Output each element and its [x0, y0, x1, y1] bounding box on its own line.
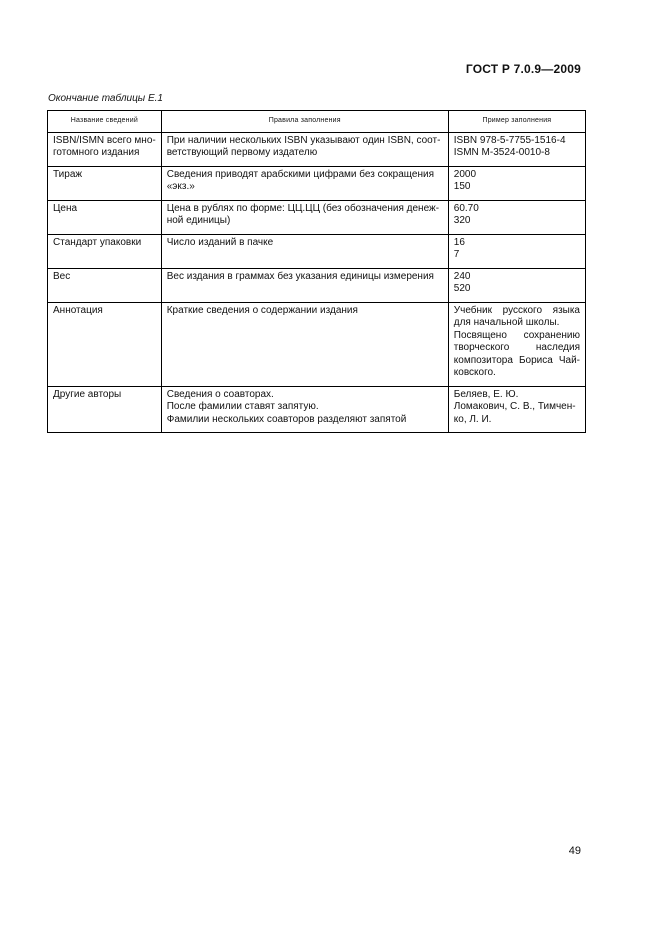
cell-line: Аннотация — [53, 304, 103, 316]
cell-line: Цена в рублях по форме: ЦЦ.ЦЦ (без обозначения денеж- — [166, 202, 440, 214]
cell-line: Фамилии нескольких соавторов разделяют запятой — [166, 413, 407, 425]
example-cell — [448, 386, 585, 433]
cell-line: ко, Л. И. — [453, 413, 492, 425]
cell-line: 520 — [453, 283, 471, 294]
fill-rule-cell — [161, 132, 448, 166]
cell-line: 16 — [453, 236, 465, 248]
cell-line: Краткие сведения о содержании издания — [166, 304, 358, 316]
fill-rule-cell — [161, 234, 448, 268]
cell-line: 240 — [453, 270, 471, 282]
example-cell — [448, 268, 585, 302]
cell-line: Сведения о соавторах. — [166, 388, 274, 400]
cell-line: Число изданий в пачке — [166, 236, 274, 248]
cell-line: Другие авторы — [53, 388, 122, 400]
cell-line: ковского. — [453, 367, 496, 378]
cell-line: Учебник русского языка — [453, 304, 580, 316]
data-table — [47, 110, 586, 433]
example-cell — [448, 132, 585, 166]
cell-line: 60.70 — [453, 202, 479, 214]
cell-line: 7 — [453, 249, 460, 260]
field-name-cell — [48, 200, 162, 234]
cell-line: Вес — [53, 270, 71, 282]
cell-line: 2000 — [453, 168, 477, 180]
cell-line: «экз.» — [166, 181, 195, 192]
cell-line: Ломакович, С. В., Тимчен- — [453, 401, 576, 412]
cell-line: Сведения приводят арабскими цифрами без сокращения — [166, 168, 434, 180]
column-header-example: Пример заполнения — [448, 111, 585, 133]
table-row — [48, 132, 586, 166]
table-row — [48, 200, 586, 234]
fill-rule-cell — [161, 268, 448, 302]
table-row — [48, 166, 586, 200]
cell-line: Беляев, Е. Ю. — [453, 388, 519, 400]
cell-line: ной единицы) — [166, 215, 231, 226]
standard-code: ГОСТ Р 7.0.9—2009 — [465, 62, 581, 76]
cell-line: Цена — [53, 202, 78, 214]
table-row — [48, 386, 586, 433]
table-row — [48, 302, 586, 386]
fill-rule-cell — [161, 386, 448, 433]
cell-line: Стандарт упаковки — [53, 236, 142, 248]
cell-line: ISBN 978-5-7755-1516-4 — [453, 134, 566, 146]
cell-line: ISBN/ISMN всего мно- — [53, 134, 156, 146]
cell-line: При наличии нескольких ISBN указывают один ISBN, соот- — [166, 134, 441, 146]
example-cell — [448, 166, 585, 200]
table-header-row — [48, 111, 586, 133]
cell-line: Посвящено сохранению — [453, 329, 580, 341]
example-cell — [448, 302, 585, 386]
cell-line: ветствующий первому издателю — [166, 147, 318, 158]
fill-rule-cell — [161, 200, 448, 234]
cell-line: ISMN M-3524-0010-8 — [453, 147, 550, 158]
column-header-name: Название сведений — [48, 111, 162, 133]
fill-rule-cell — [161, 166, 448, 200]
table-row — [48, 234, 586, 268]
cell-line: 320 — [453, 215, 471, 226]
cell-line: После фамилии ставят запятую. — [166, 401, 319, 412]
field-name-cell — [48, 132, 162, 166]
table-row — [48, 268, 586, 302]
cell-line: творческого наследия — [453, 342, 580, 353]
field-name-cell — [48, 234, 162, 268]
table-caption: Окончание таблицы Е.1 — [48, 93, 163, 104]
field-name-cell — [48, 268, 162, 302]
fill-rule-cell — [161, 302, 448, 386]
cell-line: для начальной школы. — [453, 317, 560, 328]
example-cell — [448, 234, 585, 268]
cell-line: Вес издания в граммах без указания единицы измерения — [166, 270, 434, 282]
cell-line: готомного издания — [53, 147, 140, 158]
field-name-cell — [48, 166, 162, 200]
cell-line: 150 — [453, 181, 471, 192]
cell-line: композитора Бориса Чай- — [453, 354, 580, 366]
page-number: 49 — [568, 845, 581, 857]
column-header-rules: Правила заполнения — [161, 111, 448, 133]
example-cell — [448, 200, 585, 234]
cell-line: Тираж — [53, 168, 83, 180]
field-name-cell — [48, 386, 162, 433]
field-name-cell — [48, 302, 162, 386]
